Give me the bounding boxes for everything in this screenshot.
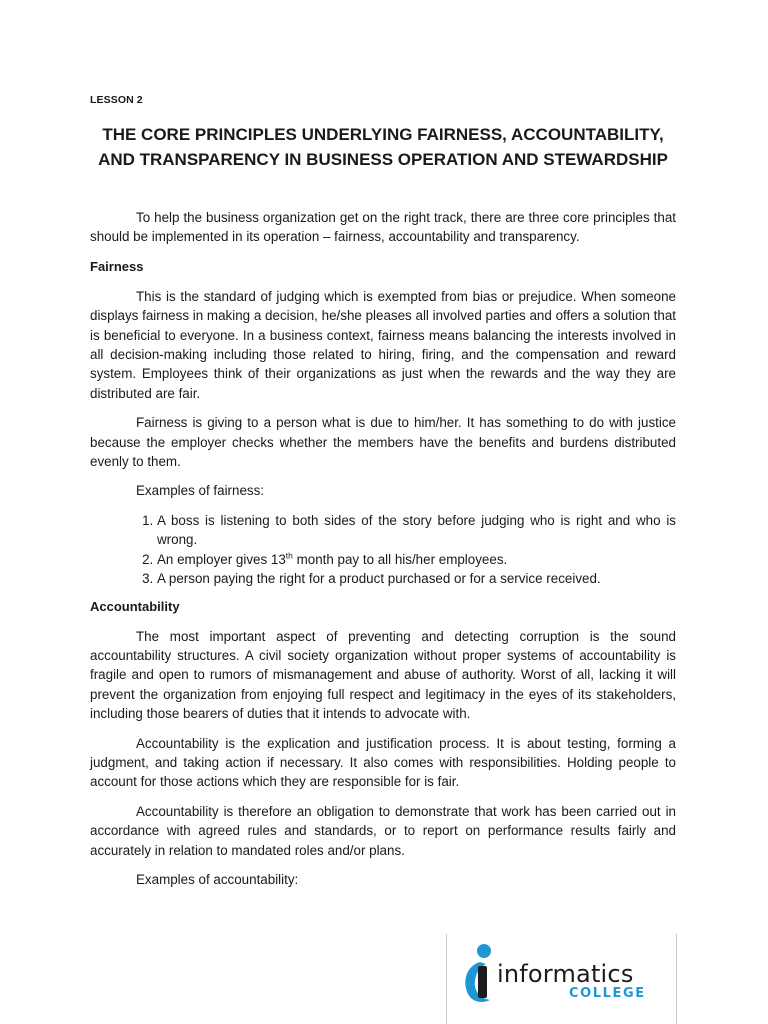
superscript: th bbox=[285, 550, 293, 561]
list-item bbox=[157, 550, 676, 569]
page-title: THE CORE PRINCIPLES UNDERLYING FAIRNESS, ACCOUNTABILITY, AND TRANSPARENCY IN BUSINESS OPERATION AND STEWARDSHIP bbox=[98, 125, 668, 169]
list-item-text: month pay to all his/her employees. bbox=[292, 551, 508, 567]
logo-subtitle: COLLEGE bbox=[569, 986, 646, 1001]
logo-divider-right bbox=[676, 934, 677, 1024]
accountability-paragraph-2: Accountability is the explication and justification process. It is about testing, forming a judgment, and taking action if necessary. It also comes with responsibilities. Holding people to account for those actions which they are responsible for is fair. bbox=[90, 735, 676, 790]
accountability-paragraph-1: The most important aspect of preventing and detecting corruption is the sound accountability structures. A civil society organization without proper systems of accountability is fragile and open to rumors of mismanagement and abuse of authority. Worst of all, lacking it will prevent the organization from enjoying full respect and legitimacy in the eyes of its stakeholders, including those bearers of duties that it intends to advocate with. bbox=[90, 628, 676, 722]
logo-i-icon bbox=[460, 942, 500, 1004]
list-item-text: An employer gives 13 bbox=[157, 551, 286, 567]
logo-divider-left bbox=[446, 934, 447, 1024]
accountability-paragraph-3: Accountability is therefore an obligation to demonstrate that work has been carried out in accordance with agreed rules and standards, or to report on performance results fairly and accurately in relation to mandated roles and/or plans. bbox=[90, 803, 676, 858]
logo-name: informatics bbox=[497, 960, 634, 988]
informatics-college-logo bbox=[460, 942, 670, 1012]
fairness-examples-list bbox=[90, 511, 676, 589]
lesson-label: LESSON 2 bbox=[90, 94, 143, 106]
accountability-heading: Accountability bbox=[90, 598, 180, 614]
fairness-paragraph-2: Fairness is giving to a person what is due to him/her. It has something to do with justice because the employer checks whether the members have the benefits and burdens distributed evenly to them. bbox=[90, 415, 676, 470]
fairness-heading: Fairness bbox=[90, 258, 144, 274]
list-item: 1. A boss is listening to both sides of the story before judging who is right and who is wrong. bbox=[157, 511, 676, 550]
list-item: 3. A person paying the right for a product purchased or for a service received. bbox=[157, 569, 676, 588]
accountability-examples-label: Examples of accountability: bbox=[136, 871, 299, 887]
fairness-examples-label: Examples of fairness: bbox=[136, 483, 265, 499]
fairness-paragraph-1: This is the standard of judging which is exempted from bias or prejudice. When someone displays fairness in making a decision, he/she pleases all involved parties and offers a solution that is beneficial to everyone. In a business context, fairness means balancing the interests involved in all decision-making including those related to hiring, firing, and the compensation and reward system. Employees think of their organizations as just when the rewards and the way they are distributed are fair. bbox=[90, 288, 676, 401]
intro-paragraph: To help the business organization get on the right track, there are three core principles that should be implemented in its operation – fairness, accountability and transparency. bbox=[90, 210, 676, 245]
document-body bbox=[90, 208, 676, 899]
